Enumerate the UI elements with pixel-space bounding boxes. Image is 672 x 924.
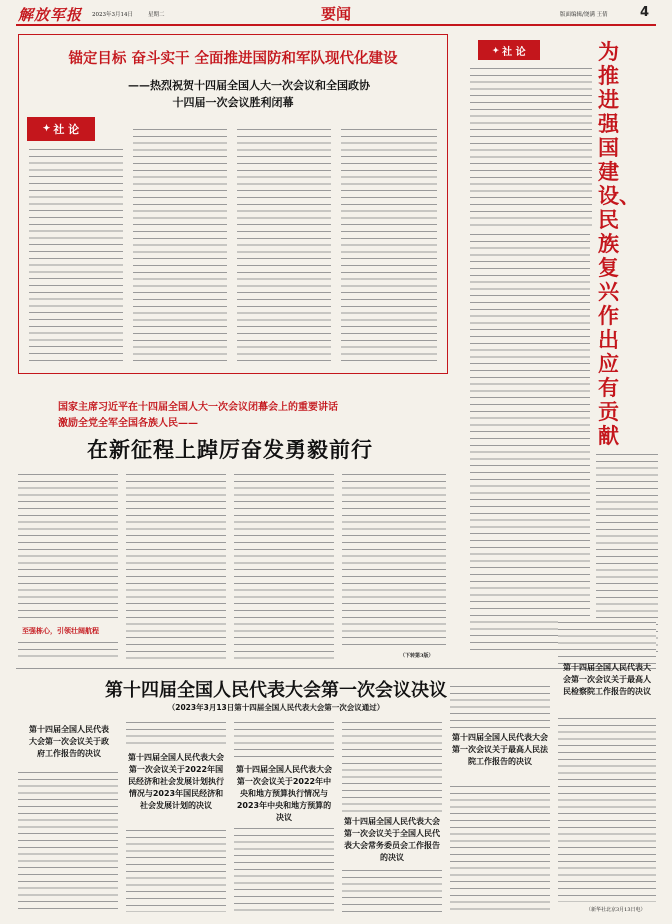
decision-5-title: 第十四届全国人民代表大会第一次会议关于最高人民法院工作报告的决议 — [452, 733, 548, 766]
decision-2-body-cont — [234, 720, 334, 760]
decision-2-title: 第十四届全国人民代表大会第一次会议关于2022年国民经济和社会发展计划执行情况与2023年国民经济和社会发展计划的决议 — [128, 753, 224, 810]
story2-byline: 至强栋心，引领壮阔航程 — [22, 626, 99, 635]
masthead-logo: 解放军报 — [18, 6, 83, 24]
decisions-footnote: （新华社北京3月13日电） — [586, 907, 646, 913]
decision-1-body — [18, 770, 118, 912]
right-editorial-body-top — [470, 66, 592, 226]
story2-col-2 — [126, 472, 226, 660]
decision-1-title: 第十四届全国人民代表大会第一次会议关于政府工作报告的决议 — [29, 725, 109, 758]
story2-col-1 — [18, 472, 118, 622]
decision-2-body — [126, 828, 226, 912]
decision-6-title: 第十四届全国人民代表大会第一次会议关于最高人民检察院工作报告的决议 — [563, 663, 651, 696]
lead-title: 锚定目标 奋斗实干 全面推进国防和军队现代化建设 — [68, 51, 398, 67]
section-title: 要闻 — [320, 5, 351, 23]
decision-3-title: 第十四届全国人民代表大会第一次会议关于2022年中央和地方预算执行情况与2023年中央和地方预算的决议 — [236, 765, 332, 822]
right-editorial-body-left — [470, 232, 590, 652]
decision-3-body — [234, 826, 334, 912]
lead-body-col-1 — [29, 147, 123, 365]
lead-subtitle: ——热烈祝贺十四届全国人大一次会议和全国政协 — [128, 79, 370, 92]
lead-body-col-4 — [341, 127, 437, 365]
badge-label: 社 论 — [53, 123, 80, 136]
story2-col-3 — [234, 472, 334, 660]
lead-body-col-2 — [133, 127, 227, 365]
decision-3-body-cont — [342, 720, 442, 812]
right-editorial-title: 为推进强国建设、民族复兴作出应有贡献 — [598, 40, 640, 448]
badge-label: 社 论 — [502, 46, 526, 58]
badge-star-icon: ✦ — [42, 124, 51, 134]
editorial-badge — [27, 117, 95, 141]
badge-star-icon: ✦ — [492, 45, 500, 55]
story2-col-1b — [18, 640, 118, 660]
decisions-subtitle: （2023年3月13日第十四届全国人民代表大会第一次会议通过） — [167, 703, 385, 712]
lead-body-col-3 — [237, 127, 331, 365]
masthead-date: 2023年3月14日 — [92, 12, 133, 18]
decision-4-body-cont — [450, 684, 550, 728]
masthead-rule — [16, 24, 656, 26]
page-number: 4 — [640, 5, 650, 20]
story2-kicker: 国家主席习近平在十四届全国人大一次会议闭幕会上的重要讲话 — [58, 402, 338, 413]
lead-editorial-box — [18, 34, 448, 374]
story2-title: 在新征程上踔厉奋发勇毅前行 — [87, 438, 373, 462]
decisions-title: 第十四届全国人民代表大会第一次会议决议 — [105, 680, 447, 701]
decision-4-title: 第十四届全国人民代表大会第一次会议关于全国人民代表大会常务委员会工作报告的决议 — [344, 817, 440, 862]
decision-4-body — [342, 868, 442, 912]
masthead-editors: 版面编辑/饶满 王倩 — [560, 12, 608, 18]
story2-col-4 — [342, 472, 446, 650]
lead-subtitle-2: 十四届一次会议胜利闭幕 — [172, 96, 294, 109]
decision-6-body — [558, 716, 656, 902]
decision-5-body-cont — [558, 620, 656, 664]
masthead-weekday: 星期二 — [148, 12, 165, 18]
right-editorial-badge — [478, 40, 540, 60]
story2-continued: （下转第3版） — [400, 653, 434, 659]
decision-5-body — [450, 784, 550, 912]
story2-kicker-2: 激励全党全军全国各族人民—— — [58, 418, 198, 429]
decision-1-body-cont — [126, 720, 226, 748]
